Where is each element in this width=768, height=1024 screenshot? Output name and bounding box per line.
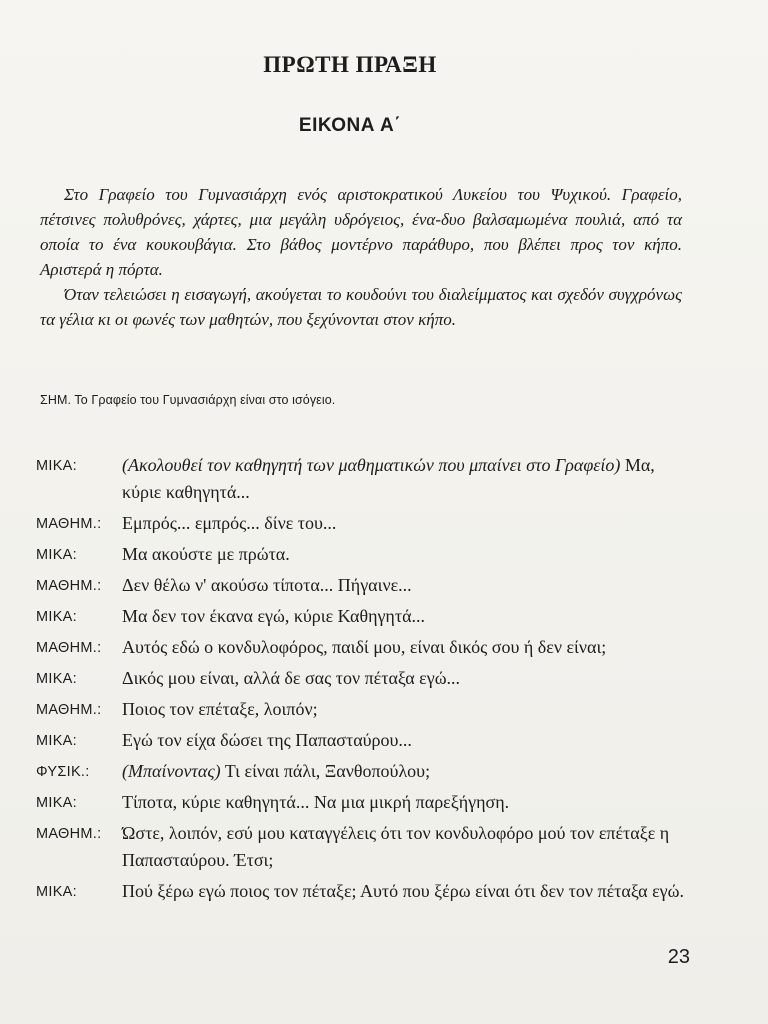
line-text: Τίποτα, κύριε καθηγητά... Να μια μικρή παρεξήγηση. xyxy=(122,792,510,812)
speaker-label: ΜΑΘΗΜ.: xyxy=(36,702,102,718)
speech-text xyxy=(122,510,686,537)
speaker-label: ΜΙΚΑ: xyxy=(36,733,77,749)
speech-text xyxy=(122,452,686,506)
page-number: 23 xyxy=(667,946,690,968)
dialogue-line xyxy=(36,696,686,723)
speech-text xyxy=(122,634,686,661)
speaker-label: ΜΙΚΑ: xyxy=(36,547,77,563)
speech-text xyxy=(122,541,686,568)
speaker-label: ΜΑΘΗΜ.: xyxy=(36,578,102,594)
speech-text xyxy=(122,789,686,816)
speaker-label: ΜΙΚΑ: xyxy=(36,795,77,811)
speaker-label: ΜΙΚΑ: xyxy=(36,458,77,474)
speech-text xyxy=(122,758,686,785)
dialogue-line xyxy=(36,634,686,661)
scene-title: ΕΙΚΟΝΑ Α΄ xyxy=(298,115,402,136)
line-text: Εμπρός... εμπρός... δίνε του... xyxy=(122,513,337,533)
speaker-label: ΜΙΚΑ: xyxy=(36,884,77,900)
line-text: Αυτός εδώ ο κονδυλοφόρος, παιδί μου, είναι δικός σου ή δεν είναι; xyxy=(122,637,607,657)
dialogue-line xyxy=(36,789,686,816)
line-text: Μα, κύριε καθηγητά... xyxy=(122,455,655,502)
speech-text xyxy=(122,878,686,905)
line-text: Τι είναι πάλι, Ξανθοπούλου; xyxy=(220,761,431,781)
stage-note: ΣΗΜ. Το Γραφείο του Γυμνασιάρχη είναι στο ισόγειο. xyxy=(40,393,336,407)
speaker-label: ΦΥΣΙΚ.: xyxy=(36,764,90,780)
speech-text xyxy=(122,820,686,874)
stage-direction-paragraph-1: Στο Γραφείο του Γυμνασιάρχη ενός αριστοκρατικού Λυκείου του Ψυχικού. Γραφείο, πέτσινες πολυθρόνες, χάρτες, μια μεγάλη υδρόγειος, ένα-δυο βαλσαμωμένα πουλιά, από τα οποία το ένα κουκουβάγια. Στο βάθος μοντέρνο παράθυρο, που βλέπει προς τον κήπο. Αριστερά η πόρτα. xyxy=(40,185,682,279)
dialogue-line xyxy=(36,572,686,599)
dialogue-line xyxy=(36,665,686,692)
stage-direction: (Ακολουθεί τον καθηγητή των μαθηματικών που μπαίνει στο Γραφείο) xyxy=(122,455,621,475)
speech-text xyxy=(122,603,686,630)
line-text: Μα ακούστε με πρώτα. xyxy=(122,544,290,564)
dialogue-line xyxy=(36,758,686,785)
dialogue xyxy=(36,452,686,909)
line-text: Ποιος τον επέταξε, λοιπόν; xyxy=(122,699,318,719)
speaker-label: ΜΑΘΗΜ.: xyxy=(36,640,102,656)
speaker-label: ΜΙΚΑ: xyxy=(36,609,77,625)
stage-direction: (Μπαίνοντας) xyxy=(122,761,221,781)
line-text: Δεν θέλω ν' ακούσω τίποτα... Πήγαινε... xyxy=(122,575,412,595)
dialogue-line xyxy=(36,510,686,537)
line-text: Μα δεν τον έκανα εγώ, κύριε Καθηγητά... xyxy=(122,606,426,626)
line-text: Εγώ τον είχα δώσει της Παπασταύρου... xyxy=(122,730,412,750)
line-text: Ώστε, λοιπόν, εσύ μου καταγγέλεις ότι τον κονδυλοφόρο μού τον επέταξε η Παπασταύρου. Έτσι; xyxy=(122,823,670,870)
line-text: Πού ξέρω εγώ ποιος τον πέταξε; Αυτό που ξέρω είναι ότι δεν τον πέταξα εγώ. xyxy=(122,881,684,901)
speech-text xyxy=(122,696,686,723)
dialogue-line xyxy=(36,603,686,630)
dialogue-line xyxy=(36,452,686,506)
dialogue-line xyxy=(36,727,686,754)
stage-direction-paragraph-2: Όταν τελειώσει η εισαγωγή, ακούγεται το κουδούνι του διαλείμματος και σχεδόν συγχρόνως τα γέλια κι οι φωνές των μαθητών, που ξεχύνονται στον κήπο. xyxy=(40,285,682,329)
speaker-label: ΜΙΚΑ: xyxy=(36,671,77,687)
act-title: ΠΡΩΤΗ ΠΡΑΞΗ xyxy=(263,52,437,77)
speaker-label: ΜΑΘΗΜ.: xyxy=(36,516,102,532)
speech-text xyxy=(122,665,686,692)
speaker-label: ΜΑΘΗΜ.: xyxy=(36,826,102,842)
dialogue-line xyxy=(36,878,686,905)
line-text: Δικός μου είναι, αλλά δε σας τον πέταξα εγώ... xyxy=(122,668,461,688)
dialogue-line xyxy=(36,820,686,874)
speech-text xyxy=(122,727,686,754)
dialogue-line xyxy=(36,541,686,568)
speech-text xyxy=(122,572,686,599)
